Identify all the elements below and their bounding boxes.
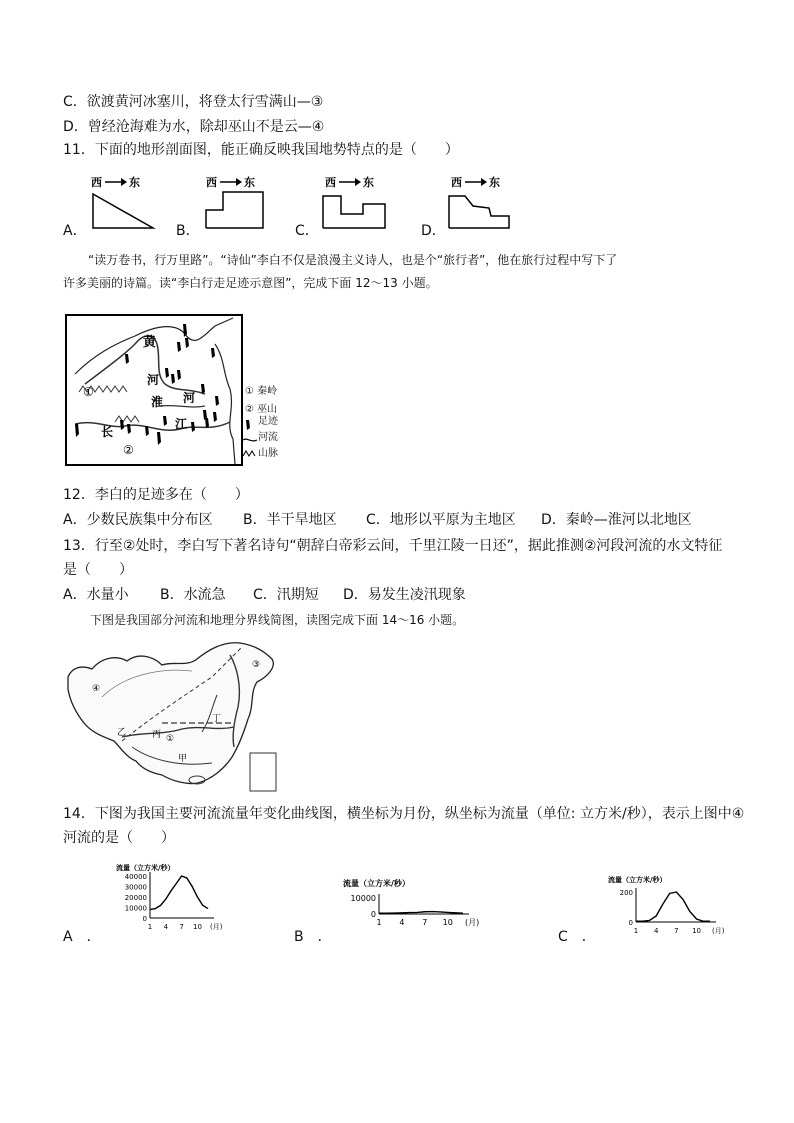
map1-legend-wushan: ② 巫山 <box>245 404 278 415</box>
map1-legend-mountain: 山脉 <box>258 448 278 459</box>
y-tick-label: 10000 <box>124 904 147 913</box>
flow-chart-b <box>335 876 485 936</box>
profile-c-shape <box>323 196 385 228</box>
q13-option-c: C．汛期短 <box>253 587 319 603</box>
q11-stem: 11．下面的地形剖面图，能正确反映我国地势特点的是（ ） <box>63 142 459 158</box>
flow-series-line <box>379 912 463 914</box>
profile-d-shape <box>449 196 509 228</box>
y-axis-label: 流量（立方米/秒） <box>343 879 410 888</box>
x-tick-label: 1 <box>633 927 639 935</box>
profile-b-shape <box>206 192 263 228</box>
profile-b <box>206 175 263 228</box>
q11-label-b: B． <box>176 223 200 239</box>
x-tick-label: 10 <box>192 923 202 931</box>
map2-label-3: ③ <box>252 660 261 670</box>
label-circle-1: ① <box>83 385 94 399</box>
x-tick-label: 4 <box>163 923 169 931</box>
q13-stem-line1: 13．行至②处时，李白写下著名诗句“朝辞白帝彩云间，千里江陵一日还”，据此推测②河段河流的水文特征 <box>63 538 723 554</box>
y-tick-label: 40000 <box>124 873 147 881</box>
mountain-symbol <box>243 451 255 456</box>
china-rivers-map <box>62 637 282 795</box>
x-tick-label: 4 <box>653 927 659 935</box>
svg-text:东: 东 <box>363 176 374 189</box>
flow-series-line <box>636 892 710 921</box>
q14-label-c: C ． <box>558 929 596 945</box>
y-tick-label: 0 <box>370 910 376 919</box>
x-tick-label: 1 <box>376 918 382 927</box>
map2-label-yi: 乙 <box>117 728 127 738</box>
x-tick-label: 7 <box>179 923 184 931</box>
x-axis-unit: (月) <box>210 923 223 931</box>
map2-label-4: ④ <box>92 684 101 694</box>
passage1-line2: 许多美丽的诗篇。读“李白行走足迹示意图”，完成下面 12～13 小题。 <box>63 276 438 290</box>
flow-series-line <box>150 876 208 910</box>
footprint-symbol <box>246 420 250 430</box>
map2-label-bing: 丙 <box>152 730 162 740</box>
map2-label-1: ① <box>166 734 175 744</box>
y-tick-label: 0 <box>628 919 633 927</box>
label-huai-he: 河 <box>183 391 196 405</box>
label-he: 河 <box>147 373 160 387</box>
q13-stem-line2: 是（ ） <box>63 562 133 578</box>
q10-option-c: C．欲渡黄河冰塞川，将登太行雪满山—③ <box>63 94 324 110</box>
label-huai: 淮 <box>151 395 164 409</box>
profile-c <box>323 175 385 228</box>
y-tick-label: 10000 <box>350 894 376 903</box>
q13-option-b: B．水流急 <box>160 587 226 603</box>
x-tick-label: 7 <box>422 918 428 927</box>
q14-label-a: A ． <box>63 929 101 945</box>
x-tick-label: 10 <box>442 918 453 927</box>
label-circle-2: ② <box>123 443 134 457</box>
svg-text:西: 西 <box>206 176 217 189</box>
map1-legend-qinling: ① 秦岭 <box>245 386 278 397</box>
map1-legend-footprint: 足迹 <box>258 416 278 427</box>
y-tick-label: 20000 <box>124 894 147 902</box>
y-axis-label: 流量（立方米/秒） <box>608 876 667 884</box>
x-tick-label: 7 <box>674 927 679 935</box>
east-label: 东 <box>129 176 140 189</box>
river-symbol <box>243 439 257 441</box>
passage1-line1: “读万卷书，行万里路”。“诗仙”李白不仅是浪漫主义诗人，也是个“旅行者”，他在旅行过程中写下了 <box>88 253 618 267</box>
q13-option-d: D．易发生凌汛现象 <box>343 587 466 603</box>
flow-chart-c <box>606 872 730 938</box>
q11-label-c: C． <box>295 223 319 239</box>
q14-stem-line1: 14．下图为我国主要河流流量年变化曲线图，横坐标为月份，纵坐标为流量（单位: 立方米/秒），表示上图中④ <box>63 806 745 822</box>
q13-option-a: A．水量小 <box>63 587 129 603</box>
svg-text:东: 东 <box>244 176 255 189</box>
west-label: 西 <box>91 176 102 189</box>
map2-label-jia: 甲 <box>178 754 188 764</box>
passage2: 下图是我国部分河流和地理分界线简图，读图完成下面 14～16 小题。 <box>90 613 465 627</box>
map1-legend-symbols <box>242 418 258 460</box>
q12-stem: 12．李白的足迹多在（ ） <box>63 487 249 503</box>
profile-d <box>449 175 509 228</box>
q10-option-d: D．曾经沧海难为水，除却巫山不是云—④ <box>63 119 325 135</box>
y-axis-label: 流量（立方米/秒） <box>116 864 175 872</box>
label-chang: 长 <box>101 425 114 439</box>
q12-option-d: D．秦岭—淮河以北地区 <box>541 512 692 528</box>
map2-label-ding: 丁 <box>212 714 222 724</box>
q12-option-b: B．半干旱地区 <box>243 512 337 528</box>
profile-a <box>91 175 153 228</box>
x-tick-label: 4 <box>399 918 405 927</box>
y-tick-label: 0 <box>142 915 147 923</box>
y-tick-label: 30000 <box>124 883 147 892</box>
label-jiang: 江 <box>175 417 188 431</box>
x-axis-unit: (月) <box>465 918 480 927</box>
q11-label-d: D． <box>421 223 446 239</box>
y-tick-label: 200 <box>619 889 633 897</box>
profile-a-shape <box>93 194 153 228</box>
q14-stem-line2: 河流的是（ ） <box>63 830 175 846</box>
svg-text:西: 西 <box>325 176 336 189</box>
li-bai-footprint-map <box>65 314 243 466</box>
arrow-head <box>121 178 127 186</box>
svg-text:东: 东 <box>489 176 500 189</box>
flow-chart-a <box>114 860 228 940</box>
x-axis-unit: (月) <box>712 927 725 935</box>
x-tick-label: 1 <box>147 923 153 931</box>
q12-option-a: A．少数民族集中分布区 <box>63 512 213 528</box>
label-huang: 黄 <box>143 335 157 350</box>
q12-option-c: C．地形以平原为主地区 <box>366 512 516 528</box>
q14-label-b: B ． <box>294 929 332 945</box>
svg-text:西: 西 <box>451 176 462 189</box>
south-china-sea-inset <box>250 753 276 791</box>
map1-legend-river: 河流 <box>258 432 278 443</box>
q11-label-a: A． <box>63 223 87 239</box>
x-tick-label: 10 <box>692 927 702 935</box>
